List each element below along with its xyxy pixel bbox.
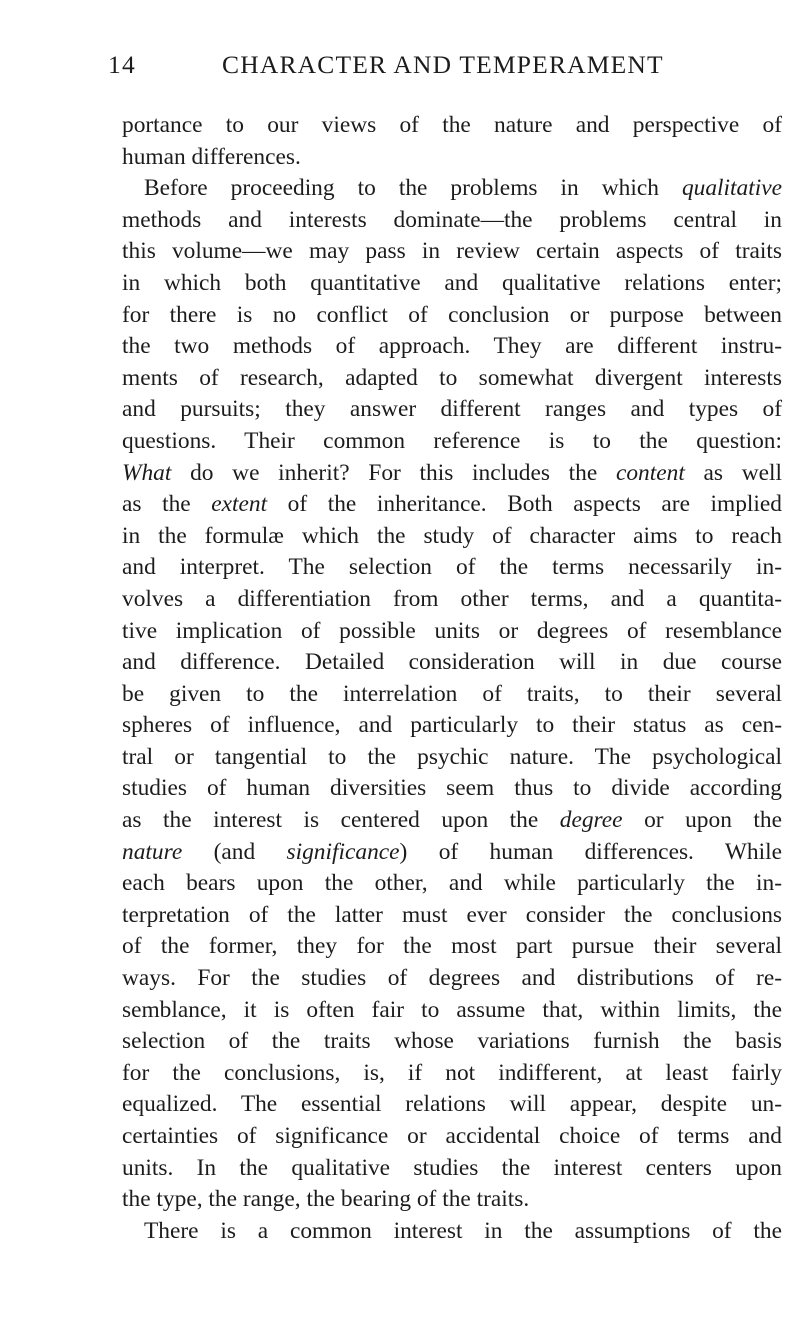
text-line	[122, 489, 782, 521]
text-line	[122, 742, 782, 774]
page-header	[108, 50, 708, 90]
text-line	[122, 142, 782, 174]
text-segment: questions. Their common reference is to the question:	[122, 427, 782, 454]
text-line	[122, 552, 782, 584]
italic-word: degree	[559, 807, 623, 834]
text-segment: certainties of significance or accidental choice of terms and	[122, 1123, 782, 1149]
text-line	[122, 773, 782, 805]
italic-word: nature	[122, 838, 183, 865]
text-segment: studies of human diversities seem thus to divide according	[122, 775, 782, 802]
text-line	[122, 458, 782, 490]
text-line	[122, 1026, 782, 1058]
text-segment: terpretation of the latter must ever consider the conclusions	[122, 901, 782, 928]
text-line	[122, 963, 782, 995]
text-segment: for there is no conflict of conclusion or purpose between	[122, 301, 782, 328]
text-segment: as the interest is centered upon the	[122, 807, 560, 834]
text-segment: this volume—we may pass in review certain aspects of traits	[122, 238, 782, 265]
text-segment: equalized. The essential relations will appear, despite un-	[122, 1091, 782, 1118]
text-line	[122, 394, 782, 426]
body-text	[122, 110, 782, 1247]
text-line	[122, 426, 782, 458]
text-segment: of the inheritance. Both aspects are implied	[267, 491, 782, 518]
text-line	[122, 679, 782, 711]
text-segment: Before proceeding to the problems in which	[144, 175, 659, 202]
text-segment: spheres of influence, and particularly to their status as cen-	[122, 712, 782, 739]
text-segment: tral or tangential to the psychic nature. The psychological	[122, 743, 782, 770]
text-line	[122, 647, 782, 679]
text-segment: units. In the qualitative studies the interest centers upon	[122, 1154, 782, 1181]
text-segment: portance to our views of the nature and perspective of	[122, 112, 782, 138]
text-line	[122, 1058, 782, 1090]
text-segment: each bears upon the other, and while particularly the in-	[122, 870, 782, 897]
text-segment: and pursuits; they answer different ranges and types of	[122, 396, 782, 423]
text-segment: in the formulæ which the study of character aims to reach	[122, 522, 782, 549]
italic-word: content	[615, 459, 685, 486]
text-segment: volves a differentiation from other terms, and a quantita-	[122, 585, 782, 612]
text-line	[122, 900, 782, 932]
page-number: 14	[108, 50, 136, 79]
text-line	[122, 837, 782, 869]
text-line	[122, 521, 782, 553]
text-line	[122, 205, 782, 237]
text-segment: There is a common interest in the assumptions of the	[144, 1217, 782, 1244]
italic-word: qualitative	[681, 175, 782, 202]
text-segment: the two methods of approach. They are different instru-	[122, 333, 782, 360]
text-line	[122, 110, 782, 142]
text-line	[122, 236, 782, 268]
text-line	[122, 868, 782, 900]
italic-word: extent	[211, 491, 268, 518]
text-line	[122, 995, 782, 1027]
text-segment: in which both quantitative and qualitative relations enter;	[122, 269, 782, 296]
text-line	[122, 710, 782, 742]
text-line	[122, 173, 782, 205]
text-segment: be given to the interrelation of traits, to their several	[122, 680, 782, 707]
text-segment: ments of research, adapted to somewhat divergent interests	[122, 364, 782, 391]
text-segment: and interpret. The selection of the terms necessarily in-	[122, 554, 782, 581]
text-segment: ways. For the studies of degrees and distributions of re-	[122, 965, 782, 992]
text-segment: selection of the traits whose variations furnish the basis	[122, 1028, 782, 1055]
text-line	[122, 1216, 782, 1248]
text-segment: human differences.	[122, 143, 301, 170]
text-segment: ) of human differences. While	[399, 838, 782, 865]
text-line	[122, 1153, 782, 1185]
text-line	[122, 300, 782, 332]
italic-word: significance	[286, 838, 400, 865]
text-segment: as well	[684, 459, 783, 486]
text-line	[122, 1089, 782, 1121]
text-line	[122, 1184, 782, 1216]
text-segment: as the	[122, 491, 212, 518]
italic-word: What	[122, 459, 172, 486]
text-line	[122, 331, 782, 363]
text-line	[122, 616, 782, 648]
text-segment: methods and interests dominate—the problems central in	[122, 206, 782, 233]
running-title: CHARACTER AND TEMPERAMENT	[222, 50, 664, 79]
text-line	[122, 363, 782, 395]
text-segment: tive implication of possible units or degrees of resemblance	[122, 617, 782, 644]
text-line	[122, 268, 782, 300]
text-segment: of the former, they for the most part pursue their several	[122, 933, 782, 960]
text-segment: do we inherit? For this includes the	[171, 459, 616, 486]
text-segment: or upon the	[622, 807, 782, 834]
text-line	[122, 584, 782, 616]
text-segment: for the conclusions, is, if not indifferent, at least fairly	[122, 1059, 782, 1086]
text-line	[122, 805, 782, 837]
text-line	[122, 1121, 782, 1153]
text-segment: the type, the range, the bearing of the traits.	[122, 1186, 530, 1213]
text-segment: (and	[182, 838, 287, 865]
text-segment: and difference. Detailed consideration will in due course	[122, 649, 782, 676]
text-segment: semblance, it is often fair to assume that, within limits, the	[122, 996, 782, 1023]
text-line	[122, 931, 782, 963]
